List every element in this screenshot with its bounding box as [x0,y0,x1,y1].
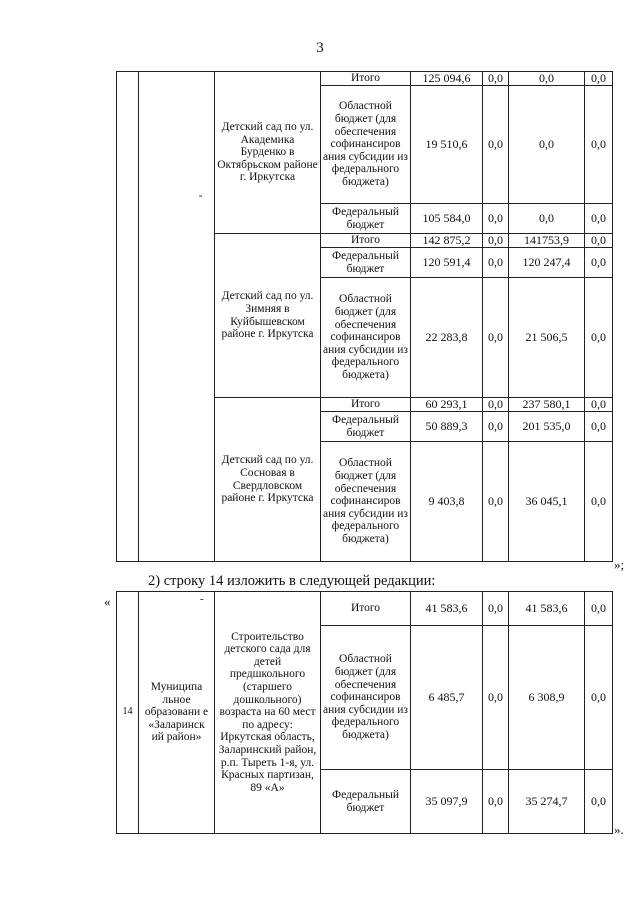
object-cell: Детский сад по ул. Академика Бурденко в Октябрьском районе г. Иркутска [215,72,321,234]
table-row: Областной бюджет (для обеспечения софинансиров ания субсидии из федерального бюджета) 6 485,7 0,0 6 308,9 0,0 [117,626,613,770]
table-row: - Детский сад по ул. Академика Бурденко в Октябрьском районе г. Иркутска Итого 125 094,6 0,0 0,0 0,0 [117,72,613,86]
opening-quote: « [104,594,111,609]
table-row: Федеральный бюджет 105 584,0 0,0 0,0 0,0 [117,204,613,234]
municipality-cell: Муниципа льное образовани е «Заларинск ий район» [139,592,215,834]
amendment-instruction: 2) строку 14 изложить в следующей редакции: [148,573,436,589]
table-row: Федеральный бюджет 35 097,9 0,0 35 274,7 0,0 [117,770,613,834]
closing-quote-2: ». [614,822,624,837]
municipality-cell: - [139,72,215,562]
page-number: 3 [316,40,324,56]
table-row: Федеральный бюджет 50 889,3 0,0 201 535,0 0,0 [117,412,613,442]
object-cell: Детский сад по ул. Зимняя в Куйбышевском районе г. Иркутска [215,234,321,398]
object-cell: Строительство детского сада для детей предшкольного (старшего дошкольного) возраста на 60 мест по адресу: Иркутская область, Заларинский район, р.п. Тыреть 1-я, ул. Красных партизан, 89 «А» [215,592,321,834]
table-row: Детский сад по ул. Сосновая в Свердловском районе г. Иркутска Итого 60 293,1 0,0 237 580,1 0,0 [117,398,613,412]
table-row: 14 Муниципа льное образовани е «Заларинск ий район» Строительство детского сада для детей предшкольного (старшего дошкольного) возраста на 60 мест по адресу: Иркутская область, Заларинский район, р.п. Тыреть 1-я, ул. Красных партизан, 89 «А» Итого 41 583,6 0,0 41 583,6 0,0 [117,592,613,626]
table-row: Областной бюджет (для обеспечения софинансиров ания субсидии из федерального бюджета) 22 283,8 0,0 21 506,5 0,0 [117,278,613,398]
row-number-cell: 14 [117,592,139,834]
table-row: Областной бюджет (для обеспечения софинансиров ания субсидии из федерального бюджета) 19 510,6 0,0 0,0 0,0 [117,86,613,204]
closing-quote-1: »; [614,557,625,572]
row-number-cell [117,72,139,562]
table-row: Федеральный бюджет 120 591,4 0,0 120 247,4 0,0 [117,248,613,278]
object-cell: Детский сад по ул. Сосновая в Свердловском районе г. Иркутска [215,398,321,562]
table-row: Областной бюджет (для обеспечения софинансиров ания субсидии из федерального бюджета) 9 403,8 0,0 36 045,1 0,0 [117,442,613,562]
budget-table-continuation [116,71,613,562]
table-row: Детский сад по ул. Зимняя в Куйбышевском районе г. Иркутска Итого 142 875,2 0,0 141753,9 0,0 [117,234,613,248]
row-14-table [116,591,613,834]
dash-mark: - [200,593,204,605]
